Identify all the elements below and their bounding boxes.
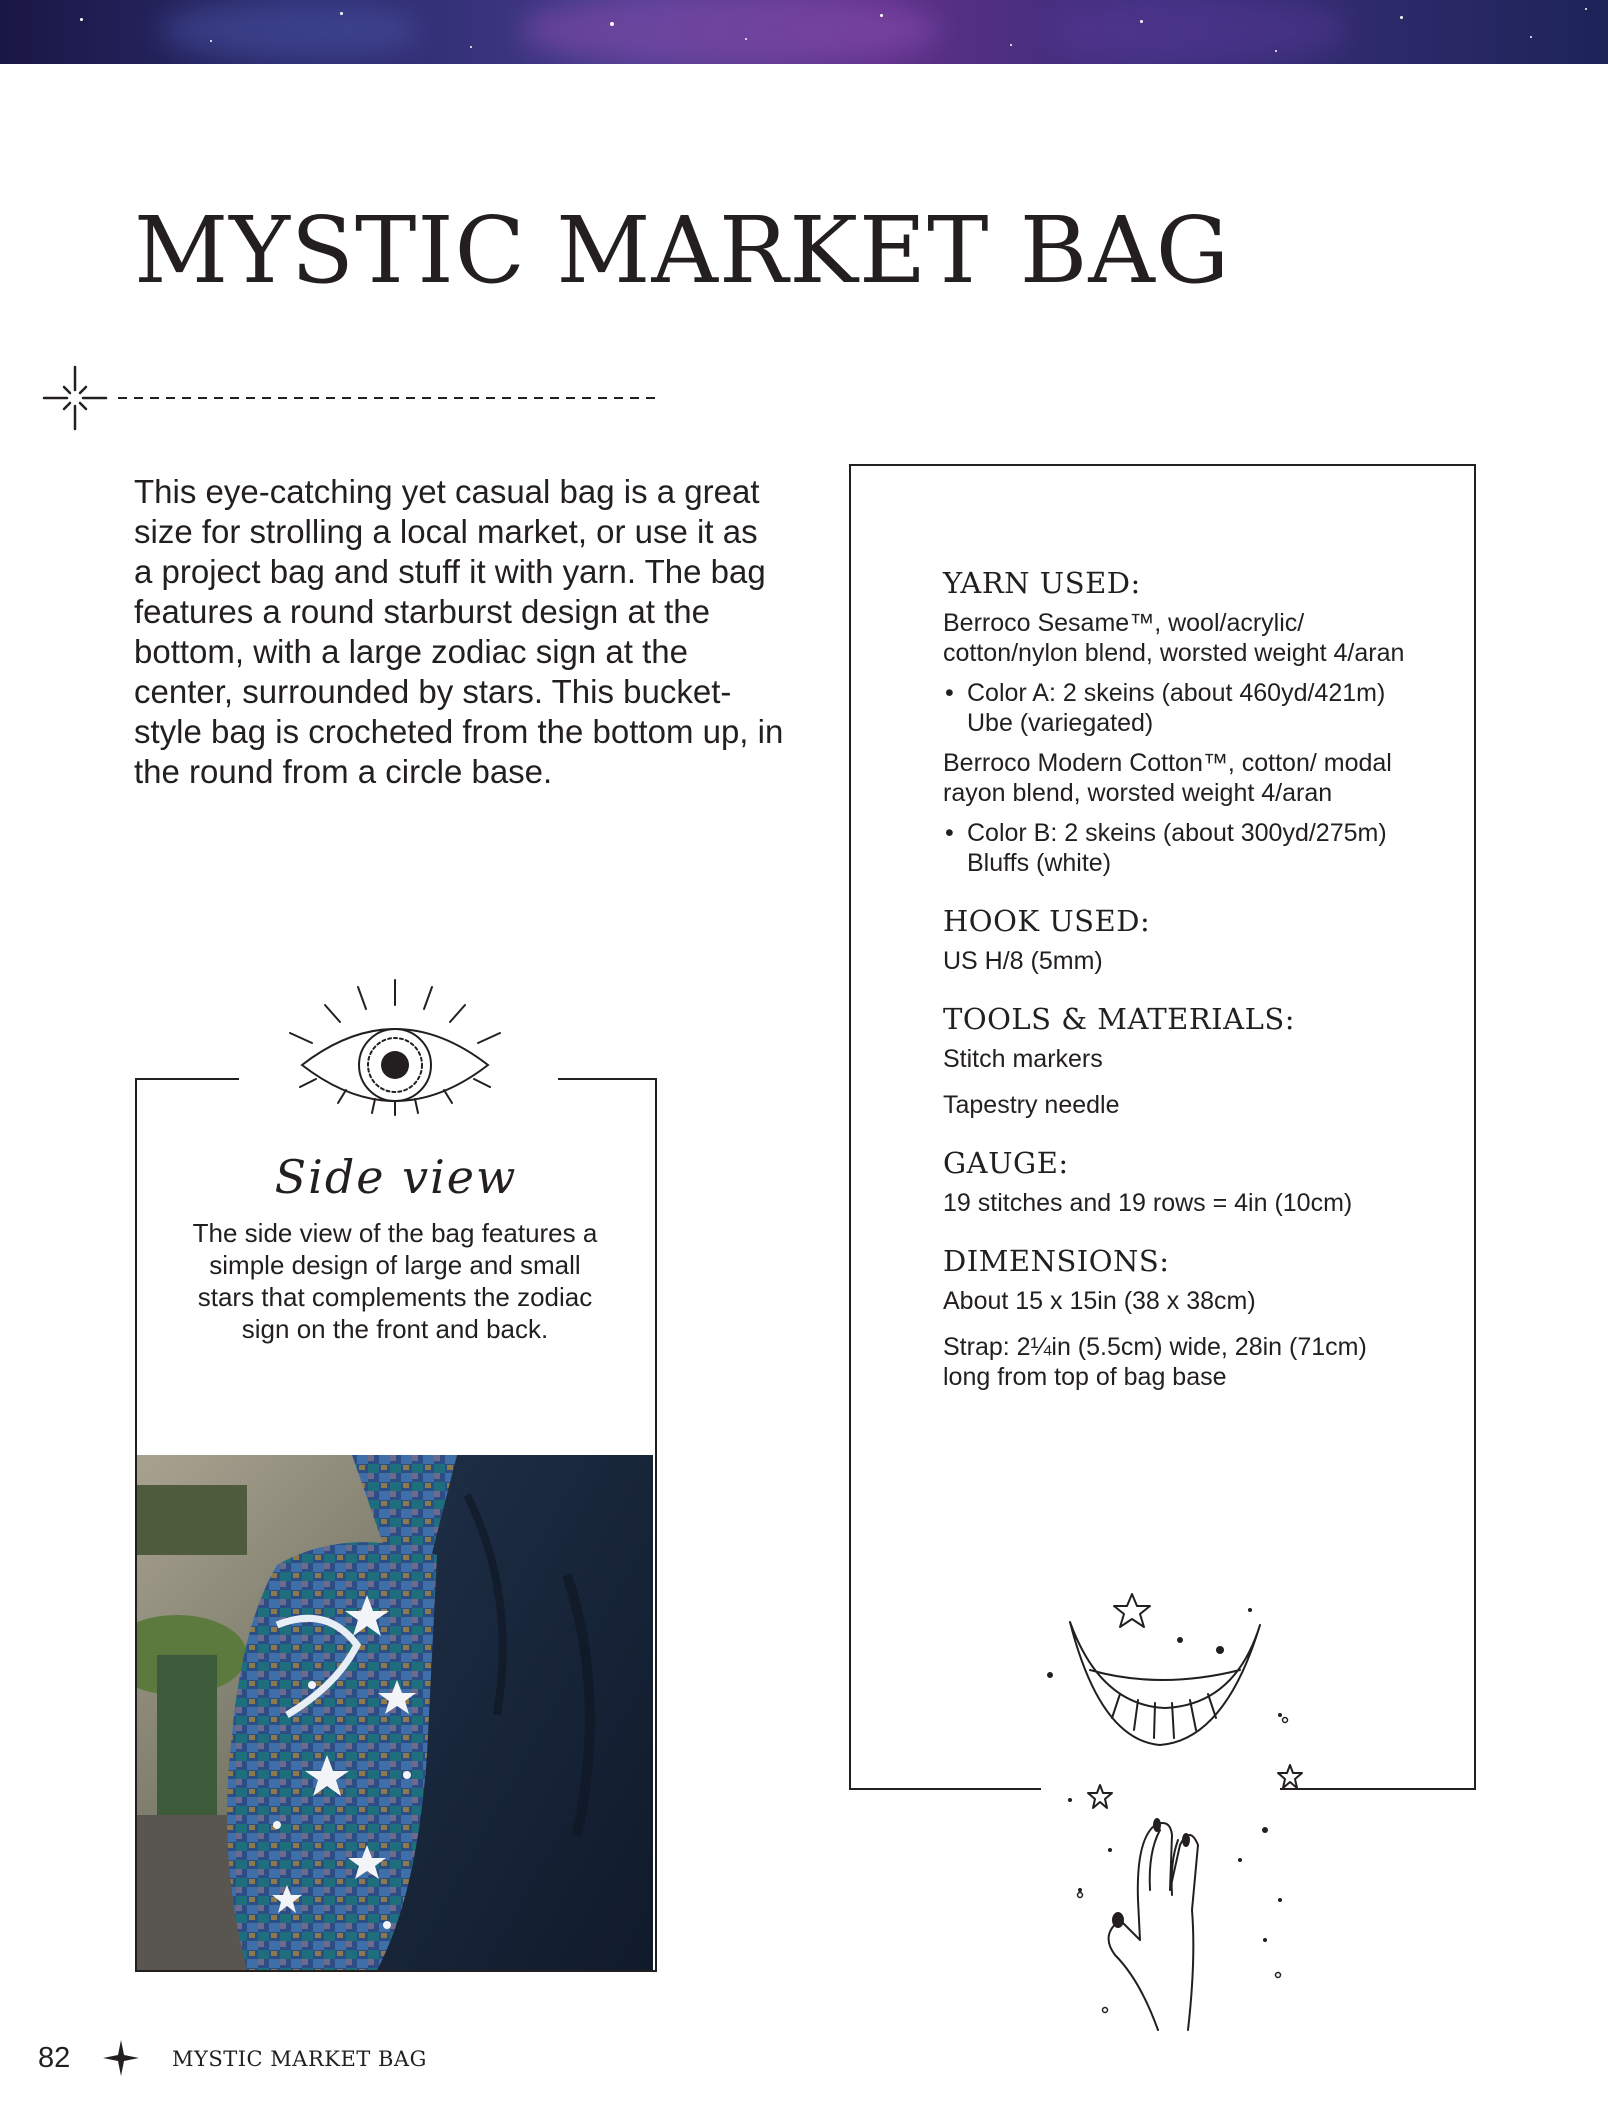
galaxy-banner xyxy=(0,0,1608,64)
yarn-section xyxy=(943,566,1413,878)
hook-value: US H/8 (5mm) xyxy=(943,947,1103,975)
side-view-box-top-left xyxy=(135,1078,239,1080)
yarn-2-list xyxy=(943,818,1413,878)
side-view-description: The side view of the bag features a simple design of large and small stars that complements the zodiac sign on the front and back. xyxy=(192,1218,598,1344)
bag-photo xyxy=(137,1455,653,1970)
yarn-2-description: Berroco Modern Cotton™, cotton/ modal rayon blend, worsted weight 4/aran xyxy=(943,749,1392,807)
page-title: MYSTIC MARKET BAG xyxy=(134,197,1231,304)
gauge-value: 19 stitches and 19 rows = 4in (10cm) xyxy=(943,1189,1353,1217)
footer-title: MYSTIC MARKET BAG xyxy=(172,2047,427,2071)
dimensions-size: About 15 x 15in (38 x 38cm) xyxy=(943,1287,1256,1315)
hook-heading: HOOK USED: xyxy=(943,904,1151,938)
yarn-2-color: • Color B: 2 skeins (about 300yd/275m) Bluffs (white) xyxy=(943,818,1413,878)
moon-hand-icon xyxy=(1020,1590,1320,2035)
yarn-1-list xyxy=(943,678,1413,738)
tools-heading: TOOLS & MATERIALS: xyxy=(943,1002,1295,1036)
sparkle-divider-icon xyxy=(40,362,660,434)
side-view-box-top-right xyxy=(558,1078,655,1080)
page-number: 82 xyxy=(38,2042,71,2074)
tools-section xyxy=(943,1002,1413,1120)
tools-item: Stitch markers xyxy=(943,1045,1103,1073)
dimensions-section xyxy=(943,1244,1413,1392)
star-icon xyxy=(102,2039,140,2077)
dimensions-heading: DIMENSIONS: xyxy=(943,1244,1170,1278)
dimensions-strap: Strap: 2¼in (5.5cm) wide, 28in (71cm) long from top of bag base xyxy=(943,1333,1367,1391)
yarn-1-description: Berroco Sesame™, wool/acrylic/ cotton/nylon blend, worsted weight 4/aran xyxy=(943,609,1405,667)
side-view-heading: Side view xyxy=(274,1150,518,1204)
hook-section xyxy=(943,904,1413,976)
materials-box-bottom-left xyxy=(849,1788,1041,1790)
tools-item: Tapestry needle xyxy=(943,1091,1120,1119)
gauge-heading: GAUGE: xyxy=(943,1146,1069,1180)
yarn-heading: YARN USED: xyxy=(943,566,1141,600)
gauge-section xyxy=(943,1146,1413,1218)
eye-icon xyxy=(280,975,510,1130)
yarn-1-color: • Color A: 2 skeins (about 460yd/421m) Ube (variegated) xyxy=(943,678,1413,738)
materials-list xyxy=(943,566,1413,1418)
intro-paragraph: This eye-catching yet casual bag is a great size for strolling a local market, or use it as a project bag and stuff it with yarn. The bag features a round starburst design at the bottom, with a large zodiac sign at the center, surrounded by stars. This bucket-style bag is crocheted from the bottom up, in the round from a circle base. xyxy=(134,473,784,790)
